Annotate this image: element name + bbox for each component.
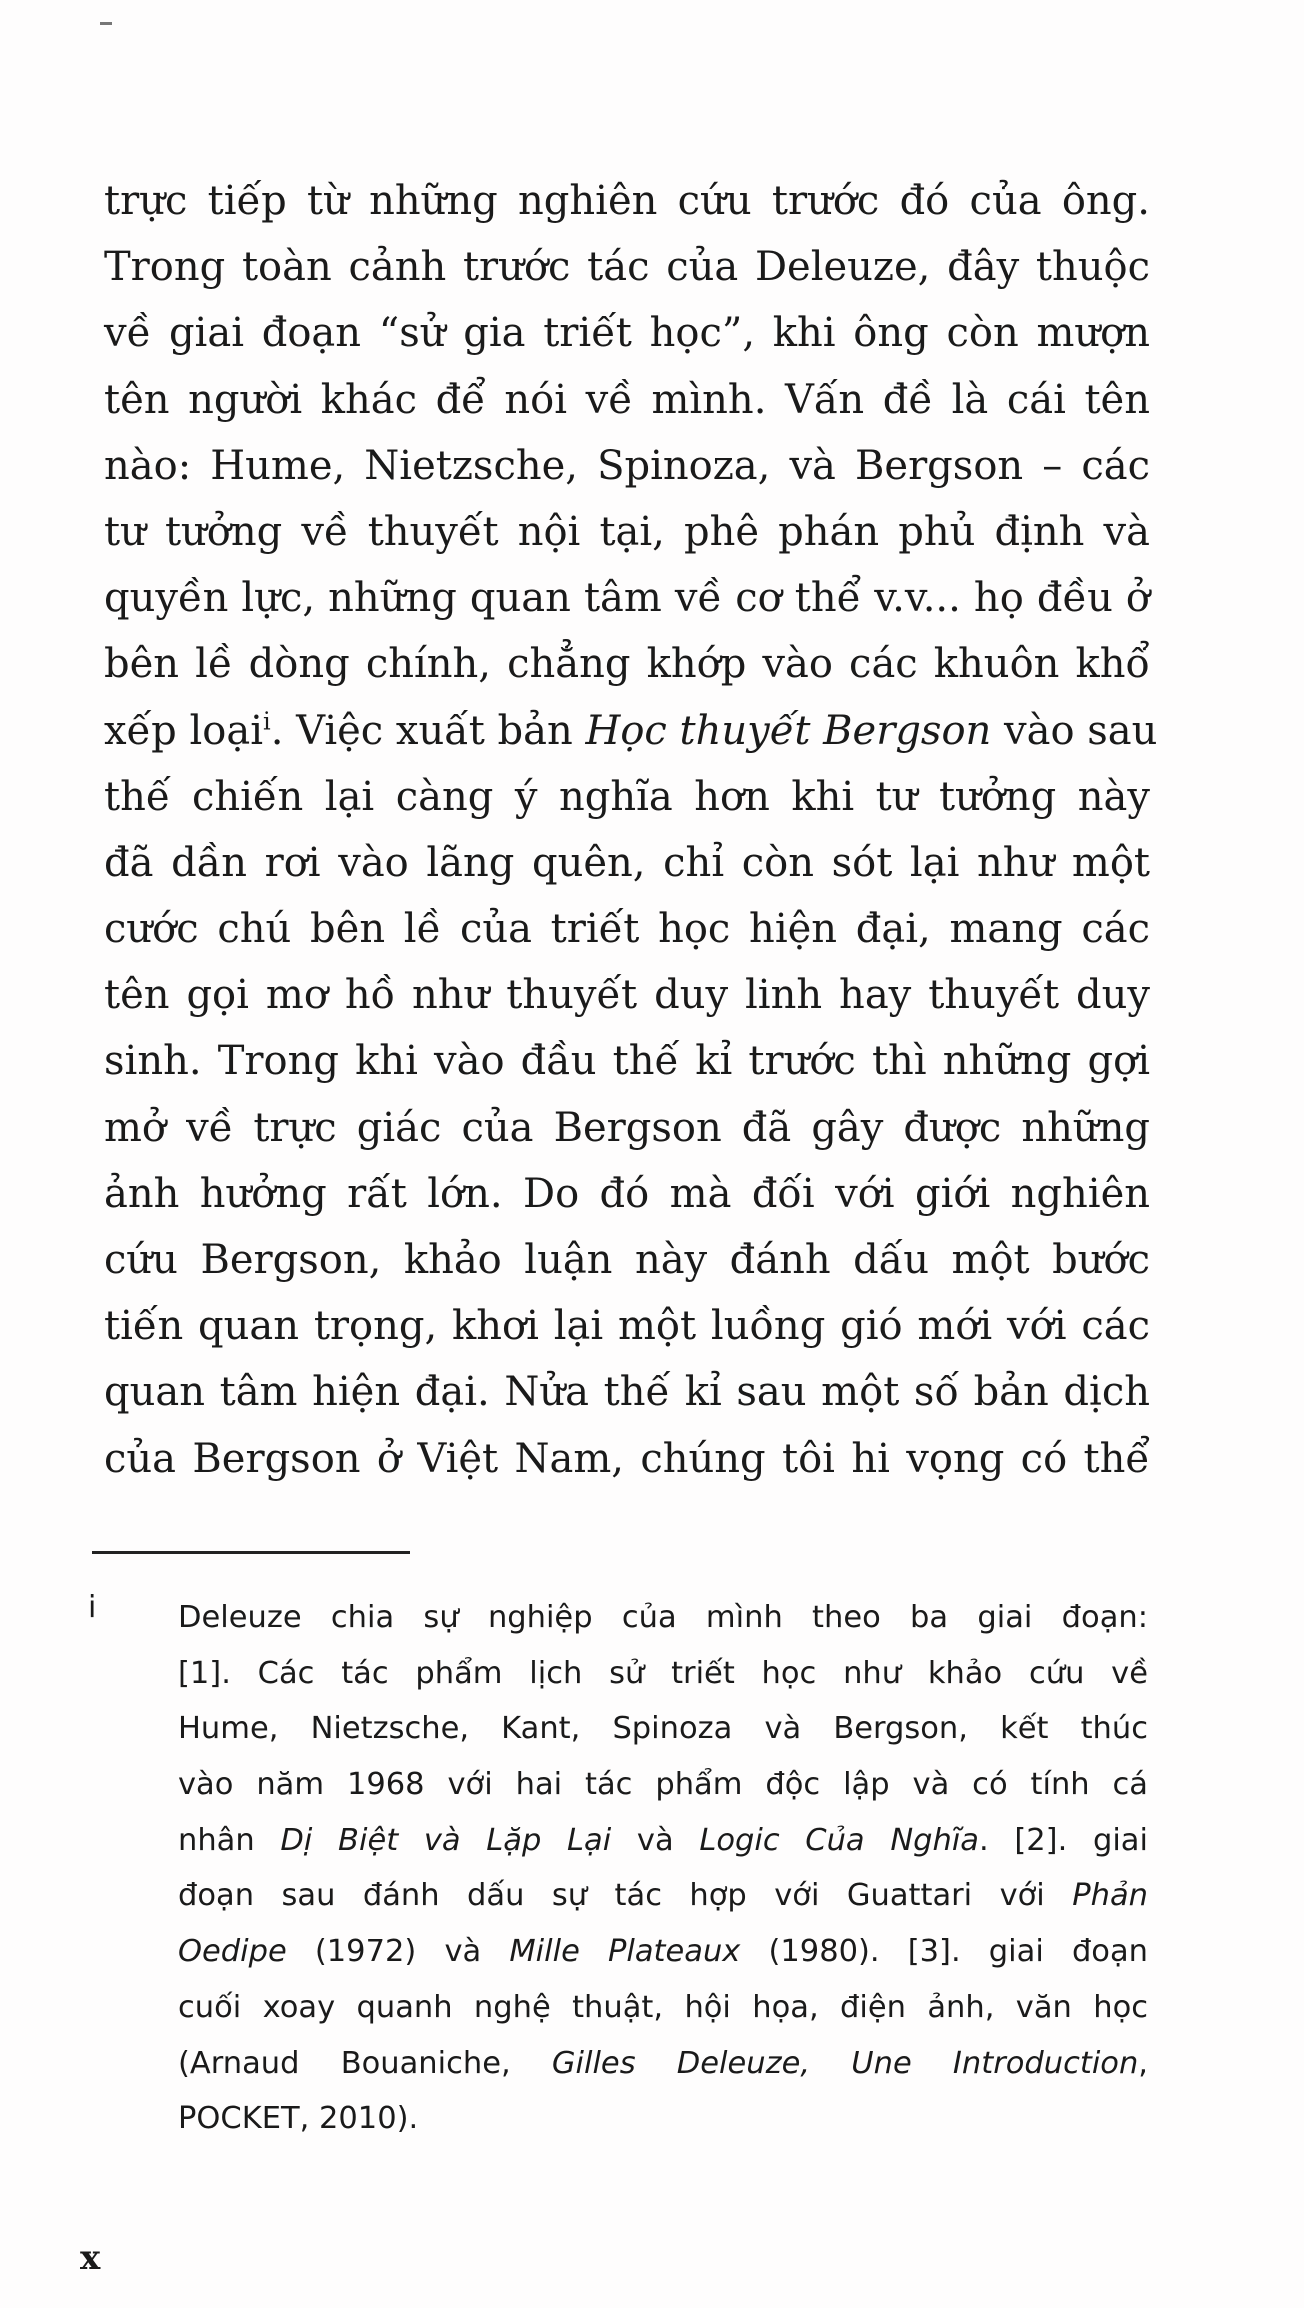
- footnote-line: [178, 1924, 1148, 1980]
- work-title: Gilles Deleuze, Une Introduction: [551, 2045, 1139, 2081]
- body-line: Trong toàn cảnh trước tác của Deleuze, đây thuộc: [104, 244, 1150, 291]
- body-line: bên lề dòng chính, chẳng khớp vào các khuôn khổ: [104, 641, 1150, 688]
- body-line: mở về trực giác của Bergson đã gây được những: [104, 1104, 1150, 1151]
- footnote-segment: (1980). [3]. giai đoạn: [740, 1934, 1148, 1970]
- footnote-line: [178, 1813, 1148, 1869]
- footnote-marker: i: [88, 1590, 97, 1625]
- body-line: quyền lực, những quan tâm về cơ thể v.v... họ đều ở: [104, 575, 1150, 622]
- work-title: Logic Của Nghĩa: [699, 1822, 979, 1858]
- body-line: về giai đoạn “sử gia triết học”, khi ông còn mượn: [104, 310, 1150, 357]
- body-line: trực tiếp từ những nghiên cứu trước đó của ông.: [104, 178, 1150, 224]
- footnote-line: [178, 2036, 1148, 2092]
- book-title: Học thuyết Bergson: [585, 707, 992, 754]
- footnote: [178, 1590, 1148, 2147]
- work-title: Mille Plateaux: [509, 1934, 741, 1970]
- footnote-line: cuối xoay quanh nghệ thuật, hội họa, điện ảnh, văn học: [178, 1989, 1148, 2025]
- footnote-line: vào năm 1968 với hai tác phẩm độc lập và có tính cá: [178, 1767, 1148, 1803]
- footnote-segment: nhân: [178, 1822, 281, 1858]
- main-paragraph: [104, 168, 1158, 1492]
- footnote-line: Deleuze chia sự nghiệp của mình theo ba giai đoạn:: [178, 1600, 1148, 1635]
- footnote-line: POCKET, 2010).: [178, 2101, 419, 2137]
- work-title: Oedipe: [178, 1934, 287, 1970]
- footnote-reference: i: [263, 707, 271, 736]
- top-mark: [100, 22, 112, 25]
- footnote-line: [1]. Các tác phẩm lịch sử triết học như khảo cứu về: [178, 1655, 1148, 1691]
- footnote-segment: đoạn sau đánh dấu sự tác hợp với Guattari với: [178, 1878, 1073, 1914]
- body-line: sinh. Trong khi vào đầu thế kỉ trước thì những gợi: [104, 1038, 1150, 1085]
- footnote-line: [178, 1868, 1148, 1924]
- body-line: đã dần rơi vào lãng quên, chỉ còn sót lại như một: [104, 839, 1150, 886]
- footnote-line: Hume, Nietzsche, Kant, Spinoza và Bergson, kết thúc: [178, 1711, 1148, 1747]
- body-line: cứu Bergson, khảo luận này đánh dấu một bước: [104, 1237, 1150, 1283]
- footnote-segment: . [2]. giai: [978, 1822, 1148, 1858]
- footnote-segment: và: [611, 1822, 700, 1858]
- body-text-segment: . Việc xuất bản: [270, 707, 586, 754]
- body-line: ảnh hưởng rất lớn. Do đó mà đối với giới nghiên: [104, 1170, 1150, 1217]
- footnote-segment: (1972) và: [286, 1934, 510, 1970]
- body-line-with-footnote-ref: [104, 698, 1158, 764]
- body-text-segment: xếp loại: [104, 707, 264, 754]
- body-line: tư tưởng về thuyết nội tại, phê phán phủ định và: [104, 508, 1150, 555]
- work-title: Dị Biệt và Lặp Lại: [280, 1822, 612, 1858]
- body-line: thế chiến lại càng ý nghĩa hơn khi tư tưởng này: [104, 773, 1150, 820]
- body-line: tên gọi mơ hồ như thuyết duy linh hay thuyết duy: [104, 972, 1150, 1019]
- body-line: nào: Hume, Nietzsche, Spinoza, và Bergson – các: [104, 442, 1150, 489]
- body-line: của Bergson ở Việt Nam, chúng tôi hi vọng có thể: [104, 1435, 1150, 1482]
- footnote-divider: [92, 1551, 410, 1554]
- page-number: x: [80, 2238, 101, 2278]
- work-title: Phản: [1072, 1878, 1148, 1914]
- footnote-segment: ,: [1138, 2045, 1148, 2081]
- body-line: cước chú bên lề của triết học hiện đại, mang các: [104, 906, 1150, 953]
- body-line: tên người khác để nói về mình. Vấn đề là cái tên: [104, 376, 1150, 423]
- body-line: quan tâm hiện đại. Nửa thế kỉ sau một số bản dịch: [104, 1369, 1150, 1416]
- footnote-segment: (Arnaud Bouaniche,: [178, 2045, 552, 2081]
- body-text-segment: vào sau: [991, 707, 1158, 754]
- body-line: tiến quan trọng, khơi lại một luồng gió mới với các: [104, 1303, 1150, 1350]
